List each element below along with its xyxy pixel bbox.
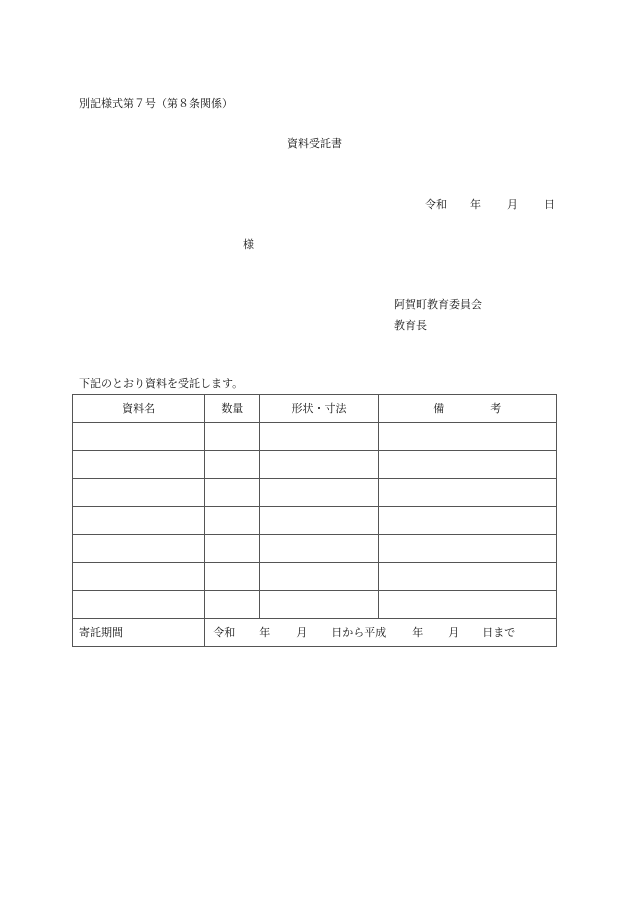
form-identifier: 別記様式第７号（第８条関係） <box>79 97 233 110</box>
cell-shape-size <box>260 563 378 591</box>
issuer-title: 教育長 <box>394 319 427 332</box>
period-month-end: 月 <box>448 626 460 639</box>
items-table <box>72 394 557 647</box>
cell-remarks <box>378 451 556 479</box>
header-item-name: 資料名 <box>73 395 205 423</box>
table-row <box>73 535 557 563</box>
header-remarks-left: 備 <box>433 402 445 415</box>
cell-item-name <box>73 507 205 535</box>
table-row <box>73 591 557 619</box>
cell-shape-size <box>260 507 378 535</box>
cell-item-name <box>73 479 205 507</box>
document-title: 資料受託書 <box>287 137 342 150</box>
cell-shape-size <box>260 535 378 563</box>
intro-text: 下記のとおり資料を受託します。 <box>79 377 244 390</box>
cell-remarks <box>378 479 556 507</box>
cell-remarks <box>378 423 556 451</box>
cell-shape-size <box>260 451 378 479</box>
cell-shape-size <box>260 479 378 507</box>
date-line <box>425 199 555 210</box>
header-remarks <box>378 395 556 423</box>
cell-remarks <box>378 535 556 563</box>
period-from-text: 日から平成 <box>331 626 387 639</box>
cell-quantity <box>205 507 260 535</box>
table-row <box>73 479 557 507</box>
period-year-start: 年 <box>259 626 271 639</box>
date-year: 年 <box>470 198 481 211</box>
table-row <box>73 563 557 591</box>
date-day: 日 <box>544 198 555 211</box>
period-until-text: 日まで <box>482 626 516 639</box>
period-month-start: 月 <box>296 626 308 639</box>
cell-remarks <box>378 507 556 535</box>
cell-shape-size <box>260 423 378 451</box>
cell-item-name <box>73 563 205 591</box>
table-row <box>73 423 557 451</box>
date-month: 月 <box>507 198 518 211</box>
addressee-honorific: 様 <box>243 238 254 251</box>
cell-quantity <box>205 591 260 619</box>
cell-quantity <box>205 451 260 479</box>
table-row <box>73 507 557 535</box>
cell-remarks <box>378 591 556 619</box>
cell-quantity <box>205 535 260 563</box>
period-era-start: 令和 <box>213 626 236 639</box>
cell-remarks <box>378 563 556 591</box>
cell-quantity <box>205 479 260 507</box>
issuer-organization: 阿賀町教育委員会 <box>394 298 482 311</box>
period-year-end: 年 <box>412 626 424 639</box>
table-body <box>73 423 557 619</box>
date-era: 令和 <box>425 198 447 211</box>
header-remarks-right: 考 <box>490 402 502 415</box>
cell-shape-size <box>260 591 378 619</box>
cell-quantity <box>205 563 260 591</box>
table-row <box>73 451 557 479</box>
header-shape-size: 形状・寸法 <box>260 395 378 423</box>
cell-item-name <box>73 451 205 479</box>
cell-item-name <box>73 591 205 619</box>
cell-item-name <box>73 535 205 563</box>
header-quantity: 数量 <box>205 395 260 423</box>
table-header-row <box>73 395 557 423</box>
cell-quantity <box>205 423 260 451</box>
period-row <box>73 619 557 647</box>
cell-item-name <box>73 423 205 451</box>
period-label: 寄託期間 <box>73 619 205 647</box>
period-value <box>205 619 557 647</box>
